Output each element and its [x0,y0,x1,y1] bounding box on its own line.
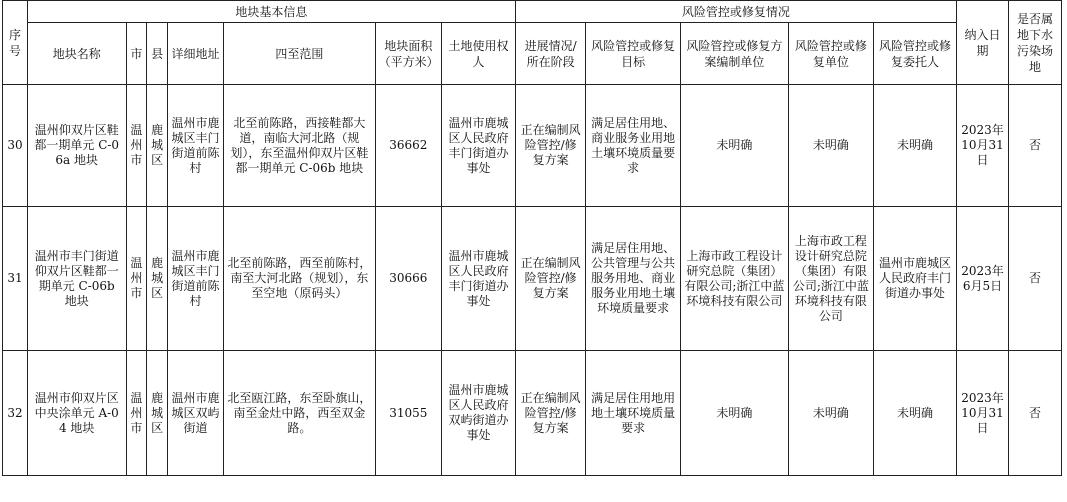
cell-remediation-unit: 未明确 [788,85,873,207]
cell-client: 温州市鹿城区人民政府丰门街道办事处 [873,207,956,351]
header-date: 纳入日期 [957,1,1009,85]
cell-client: 未明确 [873,85,956,207]
cell-county: 鹿城区 [147,351,168,476]
cell-date: 2023年10月31日 [957,351,1009,476]
cell-progress: 正在编制风险管控/修复方案 [515,207,586,351]
cell-seq: 32 [3,351,28,476]
table-row [3,207,1062,351]
cell-progress: 正在编制风险管控/修复方案 [515,351,586,476]
group-header-risk-control: 风险管控或修复情况 [515,1,956,23]
remediation-site-table [2,0,1062,476]
cell-groundwater: 否 [1008,207,1061,351]
cell-area: 31055 [375,351,441,476]
cell-target: 满足居住用地用地土壤环境质量要求 [586,351,680,476]
header-name: 地块名称 [27,23,126,85]
cell-seq: 30 [3,85,28,207]
table-row [3,351,1062,476]
cell-county: 鹿城区 [147,207,168,351]
cell-bounds: 北至瓯江路，东至卧旗山，南至金灶中路，西至双金路。 [224,351,376,476]
header-remediation-unit: 风险管控或修复单位 [788,23,873,85]
header-bounds: 四至范围 [224,23,376,85]
cell-bounds: 北至前陈路，西至前陈村，南至大河北路（规划），东至空地（原码头） [224,207,376,351]
header-groundwater: 是否属地下水污染场地 [1008,1,1061,85]
cell-city: 温州市 [126,351,147,476]
cell-owner: 温州市鹿城区人民政府丰门街道办事处 [442,85,516,207]
group-header-basic-info: 地块基本信息 [27,1,515,23]
cell-name: 温州仰双片区鞋都一期单元 C-06a 地块 [27,85,126,207]
header-progress: 进展情况/所在阶段 [515,23,586,85]
cell-plan-unit: 未明确 [680,351,788,476]
cell-owner: 温州市鹿城区人民政府双屿街道办事处 [442,351,516,476]
cell-area: 36662 [375,85,441,207]
cell-name: 温州市仰双片区中央涂单元 A-04 地块 [27,351,126,476]
header-area: 地块面积（平方米） [375,23,441,85]
cell-remediation-unit: 未明确 [788,351,873,476]
cell-groundwater: 否 [1008,85,1061,207]
header-client: 风险管控或修复委托人 [873,23,956,85]
header-target: 风险管控或修复目标 [586,23,680,85]
cell-name: 温州市丰门街道仰双片区鞋都一期单元 C-06b 地块 [27,207,126,351]
header-city: 市 [126,23,147,85]
table-row [3,85,1062,207]
cell-plan-unit: 未明确 [680,85,788,207]
cell-date: 2023年6月5日 [957,207,1009,351]
cell-date: 2023年10月31日 [957,85,1009,207]
cell-city: 温州市 [126,207,147,351]
cell-address: 温州市鹿城区丰门街道前陈村 [168,207,224,351]
cell-remediation-unit: 上海市政工程设计研究总院（集团）有限公司;浙江中蓝环境科技有限公司 [788,207,873,351]
cell-target: 满足居住用地、商业服务业用地土壤环境质量要求 [586,85,680,207]
cell-owner: 温州市鹿城区人民政府丰门街道办事处 [442,207,516,351]
cell-bounds: 北至前陈路，西接鞋都大道，南临大河北路（规划），东至温州仰双片区鞋都一期单元 C-06b 地块 [224,85,376,207]
cell-city: 温州市 [126,85,147,207]
cell-progress: 正在编制风险管控/修复方案 [515,85,586,207]
header-address: 详细地址 [168,23,224,85]
cell-plan-unit: 上海市政工程设计研究总院（集团）有限公司;浙江中蓝环境科技有限公司 [680,207,788,351]
cell-county: 鹿城区 [147,85,168,207]
cell-groundwater: 否 [1008,351,1061,476]
header-owner: 土地使用权人 [442,23,516,85]
cell-client: 未明确 [873,351,956,476]
header-seq: 序号 [3,1,28,85]
cell-address: 温州市鹿城区丰门街道前陈村 [168,85,224,207]
cell-seq: 31 [3,207,28,351]
cell-area: 30666 [375,207,441,351]
cell-address: 温州市鹿城区双屿街道 [168,351,224,476]
header-plan-unit: 风险管控或修复方案编制单位 [680,23,788,85]
cell-target: 满足居住用地、公共管理与公共服务用地、商业服务业用地土壤环境质量要求 [586,207,680,351]
header-county: 县 [147,23,168,85]
